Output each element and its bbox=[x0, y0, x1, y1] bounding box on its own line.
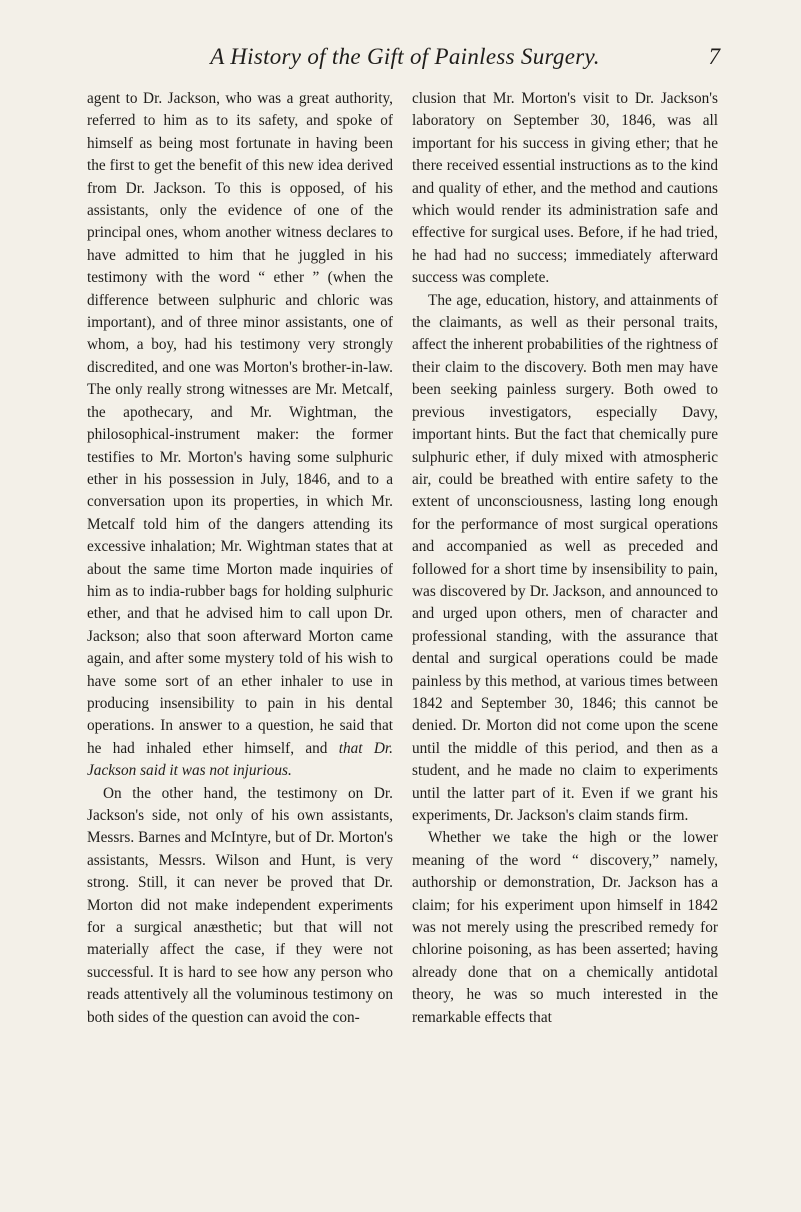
running-title: A History of the Gift of Painless Surgery. bbox=[210, 44, 600, 69]
right-paragraph-2: The age, education, history, and attainments of the claimants, as well as their personal traits, affect the inherent probabilities of the rightness of their claim to the discovery. Both men may have been seeking painless surgery. Both owed to previous investigators, especially Davy, important hints. But the fact that chemically pure sulphuric ether, if duly mixed with atmospheric air, could be breathed with entire safety to the extent of unconsciousness, lasting long enough for the performance of most surgical operations and accompanied as well as preceded and followed for a short time by insensibility to pain, was discovered by Dr. Jackson, and announced to and urged upon others, men of character and professional standing, with the assurance that dental and surgical operations could be made painless by this method, at various times between 1842 and September 30, 1846; this cannot be denied. Dr. Morton did not come upon the scene until the middle of this period, and then as a student, and he made no claim to experiments until the latter part of it. Even if we grant his experiments, Dr. Jackson's claim stands firm. bbox=[412, 291, 718, 824]
right-column bbox=[412, 88, 718, 1029]
left-column bbox=[87, 88, 393, 1029]
left-paragraph-1-emphasis: that Dr. Jackson said it was not injurious. bbox=[87, 739, 393, 780]
page-number: 7 bbox=[708, 44, 720, 69]
left-paragraph-1-text: agent to Dr. Jackson, who was a great authority, referred to him as to its safety, and spoke of himself as being most fortunate in having been the first to get the benefit of this new idea derived from Dr. Jackson. To this is opposed, of his assistants, only the evidence of one of the principal ones, whom another witness declares to have admitted to him that he juggled in his testimony with the word “ ether ” (when the difference between sulphuric and chloric was important), and of three minor assistants, one of whom, a boy, had his testimony very strongly discredited, and one was Morton's brother-in-law. The only really strong witnesses are Mr. Metcalf, the apothecary, and Mr. Wightman, the philosophical-instrument maker: the former testifies to Mr. Morton's having some sulphuric ether in his possession in July, 1846, and to a conversation upon its properties, in which Mr. Metcalf told him of the dangers attending its excessive inhalation; Mr. Wightman states that at about the same time Morton made inquiries of him as to india-rubber bags for holding sulphuric ether, and that he advised him to call upon Dr. Jackson; also that soon afterward Morton came again, and after some mystery told of his wish to have some sort of an ether inhaler to use in producing insensibility to pain in his dental operations. In answer to a question, he said that he had inhaled ether himself, and bbox=[87, 90, 393, 757]
right-paragraph-3: Whether we take the high or the lower meaning of the word “ discovery,” namely, authorship or demonstration, Dr. Jackson has a claim; for his experiment upon himself in 1842 was not merely using the prescribed remedy for chlorine poisoning, as has been asserted; having already done that on a chemically antidotal theory, he was so much interested in the remarkable effects that bbox=[412, 829, 718, 1026]
left-paragraph-2: On the other hand, the testimony on Dr. Jackson's side, not only of his own assistants, Messrs. Barnes and McIntyre, but of Dr. Morton's assistants, Messrs. Wilson and Hunt, is very strong. Still, it can never be proved that Dr. Morton did not make independent experiments for a surgical anæsthetic; but that will not materially affect the case, if they were not successful. It is hard to see how any person who reads attentively all the voluminous testimony on both sides of the question can avoid the con- bbox=[87, 784, 393, 1026]
right-paragraph-1: clusion that Mr. Morton's visit to Dr. Jackson's laboratory on September 30, 1846, was all important for his success in giving ether; that he there received essential instructions as to the kind and quality of ether, and the method and cautions which would render its administration safe and effective for surgical uses. Before, if he had tried, he had had no success; immediately afterward success was complete. bbox=[412, 90, 718, 287]
left-paragraph-1 bbox=[87, 88, 393, 783]
page-header bbox=[90, 44, 720, 80]
